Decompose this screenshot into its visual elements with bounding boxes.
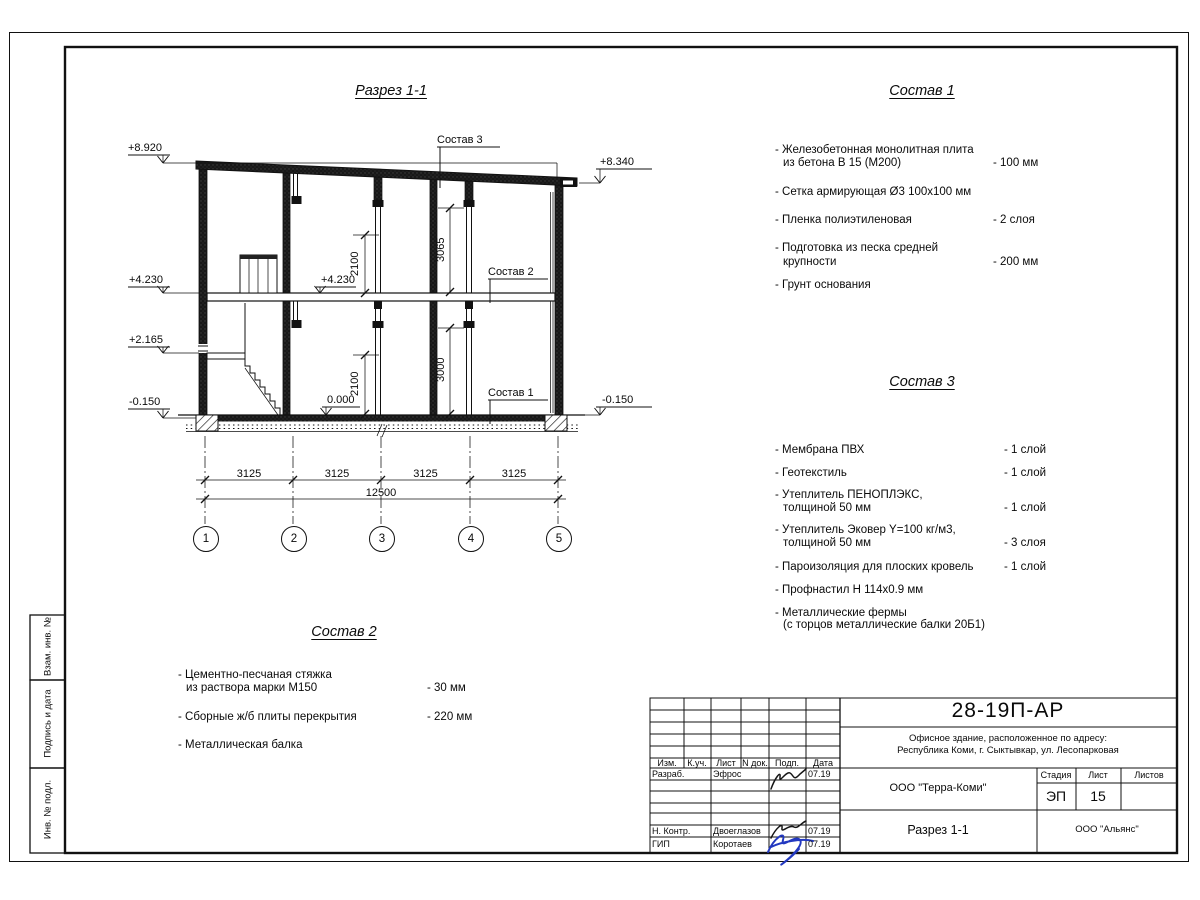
elev-zero: 0.000: [327, 394, 355, 406]
mark-0150-left: [128, 409, 170, 418]
sheet-label: Лист: [1088, 770, 1108, 780]
sheet-name: Разрез 1-1: [907, 823, 969, 837]
s1-value: - 100 мм: [993, 157, 1039, 169]
project-line2: Республика Коми, г. Сыктывкар, ул. Лесопарковая: [897, 745, 1119, 756]
s1-row: - Грунт основания: [775, 279, 871, 291]
s3-value: - 1 слой: [1004, 467, 1047, 479]
staircase: [207, 303, 280, 415]
hdim-bay4: 3125: [501, 468, 527, 480]
mark-2165: [128, 346, 170, 353]
stamp-vzam-inv: Взам. инв. №: [42, 617, 53, 676]
elev-landing: +2.165: [129, 334, 163, 346]
stage-label: Стадия: [1040, 770, 1072, 780]
s3-row: - Профнастил Н 114х0.9 мм: [775, 584, 924, 596]
s3-row: (с торцов металлические балки 20Б1): [783, 619, 985, 631]
signature-nkontr: [771, 821, 806, 838]
stair-railing: [240, 255, 277, 293]
sostav2-heading: Состав 2: [311, 624, 377, 640]
s2-row: из раствора марки М150: [186, 682, 318, 694]
name-gip: Коротаев: [713, 839, 752, 849]
elev-roof-right: +8.340: [600, 156, 634, 168]
sheet-number: 15: [1090, 788, 1106, 804]
stamp-podpis-data: Подпись и дата: [42, 689, 53, 758]
role-gip: ГИП: [652, 839, 670, 849]
callout-sostav3: Состав 3: [437, 134, 483, 146]
s1-row: - Пленка полиэтиленовая: [775, 214, 912, 226]
wall-left: [199, 163, 207, 415]
s1-value: - 200 мм: [993, 256, 1039, 268]
roof-slab: [196, 161, 577, 186]
grid-bubble-2: 2: [281, 526, 307, 552]
s3-row: толщиной 50 мм: [783, 502, 872, 514]
date-nkontr: 07.19: [808, 826, 831, 836]
s3-row: - Мембрана ПВХ: [775, 444, 865, 456]
role-nkontr: Н. Контр.: [652, 826, 691, 836]
hdim-bay3: 3125: [413, 468, 438, 480]
sheets-label: Листов: [1134, 770, 1164, 780]
mark-8340: [595, 169, 653, 183]
s3-row: - Пароизоляция для плоских кровель: [775, 561, 974, 573]
elev-ground-right: -0.150: [602, 394, 634, 406]
grid-bubble-5: 5: [546, 526, 572, 552]
col-kuch: К.уч.: [687, 758, 707, 768]
elev-floor2-left: +4.230: [129, 274, 163, 286]
col-ndok: N док.: [742, 758, 768, 768]
s1-row: - Сетка армирующая Ø3 100х100 мм: [775, 186, 972, 198]
s3-row: - Утеплитель Эковер Y=100 кг/м3,: [775, 524, 956, 536]
s3-row: толщиной 50 мм: [783, 537, 872, 549]
project-line1: Офисное здание, расположенное по адресу:: [908, 733, 1108, 744]
grid-bubble-4: 4: [458, 526, 484, 552]
callout-leaders: [437, 147, 548, 424]
date-razrab: 07.19: [808, 769, 831, 779]
s3-value: - 1 слой: [1004, 444, 1047, 456]
sostav1-heading: Состав 1: [889, 83, 955, 99]
section-title: Разрез 1-1: [355, 83, 427, 99]
mark-4230-left: [128, 286, 170, 293]
s3-row: - Металлические фермы: [775, 607, 907, 619]
s2-row: - Металлическая балка: [178, 739, 303, 751]
s1-row: - Подготовка из песка средней: [775, 242, 939, 254]
contractor-org: ООО "Альянс": [1075, 824, 1139, 835]
col-izm: Изм.: [657, 758, 677, 768]
vdim-room1: 3000: [435, 357, 448, 383]
s3-row: - Геотекстиль: [775, 467, 847, 479]
elev-floor2-inner: +4.230: [321, 274, 355, 286]
date-gip: 07.19: [808, 839, 831, 849]
hdim-bay1: 3125: [236, 468, 262, 480]
client-org: ООО "Терра-Коми": [889, 782, 987, 794]
signature-razrab: [771, 769, 806, 789]
s2-row: - Сборные ж/б плиты перекрытия: [178, 711, 357, 723]
s2-value: - 30 мм: [427, 682, 466, 694]
s2-row: - Цементно-песчаная стяжка: [178, 669, 332, 681]
col-podp: Подп.: [775, 758, 799, 768]
stage-value: ЭП: [1045, 788, 1067, 804]
hdim-total: 12500: [365, 487, 397, 499]
callout-sostav1: Состав 1: [488, 387, 534, 399]
s1-row: из бетона В 15 (М200): [783, 157, 902, 169]
elev-roof-left: +8.920: [128, 142, 162, 154]
mark-0150-right: [595, 407, 653, 415]
role-razrab: Разраб.: [652, 769, 685, 779]
s2-value: - 220 мм: [427, 711, 473, 723]
floor-slab: [207, 293, 555, 301]
s1-row: - Железобетонная монолитная плита: [775, 144, 974, 156]
wall-right: [555, 185, 563, 415]
vdim-door2: 2100: [349, 251, 362, 277]
doc-code: 28-19П-АР: [951, 699, 1065, 722]
hdim-bay2: 3125: [324, 468, 350, 480]
s3-value: - 1 слой: [1004, 561, 1047, 573]
s1-row: крупности: [783, 256, 837, 268]
s3-value: - 3 слоя: [1004, 537, 1046, 549]
sostav3-heading: Состав 3: [889, 374, 955, 390]
name-razrab: Эфрос: [713, 769, 742, 779]
col-data: Дата: [813, 758, 833, 768]
vdim-room2: 3065: [435, 237, 448, 263]
s3-row: - Утеплитель ПЕНОПЛЭКС,: [775, 489, 923, 501]
stamp-inv-podl: Инв. № подл.: [42, 779, 53, 840]
grid-bubble-3: 3: [369, 526, 395, 552]
vdim-door1: 2100: [349, 371, 362, 397]
elev-ground-left: -0.150: [129, 396, 161, 408]
ground-floor: [178, 415, 585, 437]
grid-bubble-1: 1: [193, 526, 219, 552]
s1-value: - 2 слоя: [993, 214, 1035, 226]
col-list: Лист: [716, 758, 736, 768]
name-nkontr: Двоеглазов: [713, 826, 761, 836]
s3-value: - 1 слой: [1004, 502, 1047, 514]
callout-sostav2: Состав 2: [488, 266, 534, 278]
mark-8920: [128, 155, 170, 163]
posts-grid2: [292, 173, 302, 328]
